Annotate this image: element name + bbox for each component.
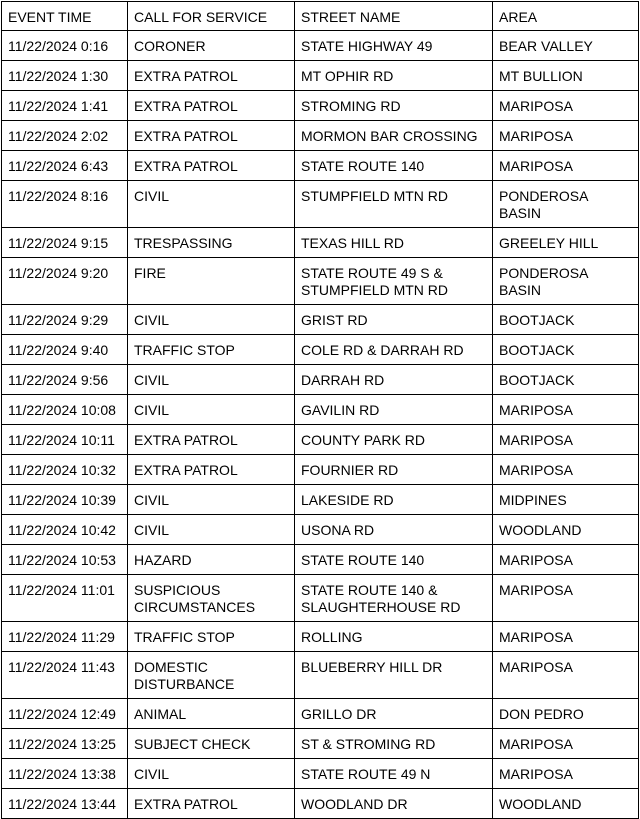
street-name-cell: BLUEBERRY HILL DR — [295, 652, 493, 699]
call-for-service-cell: CORONER — [128, 31, 295, 61]
header-row — [2, 2, 639, 31]
area-cell: MARIPOSA — [493, 575, 639, 622]
street-name-cell: USONA RD — [295, 515, 493, 545]
street-name-cell: STATE ROUTE 140 & SLAUGHTERHOUSE RD — [295, 575, 493, 622]
street-name-cell: DARRAH RD — [295, 365, 493, 395]
event-time-cell: 11/22/2024 9:15 — [2, 228, 128, 258]
call-for-service-cell: CIVIL — [128, 365, 295, 395]
call-for-service-cell: ANIMAL — [128, 699, 295, 729]
event-time-cell: 11/22/2024 13:38 — [2, 759, 128, 789]
street-name-cell: STATE ROUTE 49 N — [295, 759, 493, 789]
street-name-cell: TEXAS HILL RD — [295, 228, 493, 258]
call-for-service-cell: CIVIL — [128, 515, 295, 545]
call-for-service-cell: SUBJECT CHECK — [128, 729, 295, 759]
street-name-cell: ST & STROMING RD — [295, 729, 493, 759]
event-time-cell: 11/22/2024 11:01 — [2, 575, 128, 622]
call-for-service-cell: EXTRA PATROL — [128, 425, 295, 455]
table-row — [2, 228, 639, 258]
event-time-cell: 11/22/2024 10:42 — [2, 515, 128, 545]
call-for-service-cell: CIVIL — [128, 485, 295, 515]
street-name-cell: STATE HIGHWAY 49 — [295, 31, 493, 61]
call-for-service-cell: FIRE — [128, 258, 295, 305]
area-cell: MIDPINES — [493, 485, 639, 515]
event-time-cell: 11/22/2024 9:20 — [2, 258, 128, 305]
area-cell: MARIPOSA — [493, 151, 639, 181]
table-row — [2, 181, 639, 228]
street-name-cell: FOURNIER RD — [295, 455, 493, 485]
table-row — [2, 545, 639, 575]
event-time-cell: 11/22/2024 12:49 — [2, 699, 128, 729]
area-cell: MARIPOSA — [493, 425, 639, 455]
area-cell: MARIPOSA — [493, 91, 639, 121]
event-time-cell: 11/22/2024 8:16 — [2, 181, 128, 228]
street-name-cell: ROLLING — [295, 622, 493, 652]
area-cell: BEAR VALLEY — [493, 31, 639, 61]
event-time-cell: 11/22/2024 10:11 — [2, 425, 128, 455]
table-header — [2, 2, 639, 31]
call-for-service-cell: EXTRA PATROL — [128, 91, 295, 121]
table-row — [2, 515, 639, 545]
table-row — [2, 61, 639, 91]
call-for-service-cell: TRAFFIC STOP — [128, 335, 295, 365]
table-row — [2, 485, 639, 515]
area-cell: GREELEY HILL — [493, 228, 639, 258]
area-cell: BOOTJACK — [493, 305, 639, 335]
event-time-cell: 11/22/2024 10:32 — [2, 455, 128, 485]
table-row — [2, 31, 639, 61]
header-area: AREA — [493, 2, 639, 31]
area-cell: WOODLAND — [493, 789, 639, 819]
call-for-service-cell: HAZARD — [128, 545, 295, 575]
event-time-cell: 11/22/2024 10:08 — [2, 395, 128, 425]
header-event-time: EVENT TIME — [2, 2, 128, 31]
call-for-service-cell: CIVIL — [128, 759, 295, 789]
street-name-cell: COLE RD & DARRAH RD — [295, 335, 493, 365]
area-cell: MARIPOSA — [493, 121, 639, 151]
table-row — [2, 151, 639, 181]
event-time-cell: 11/22/2024 11:43 — [2, 652, 128, 699]
area-cell: DON PEDRO — [493, 699, 639, 729]
call-for-service-cell: DOMESTIC DISTURBANCE — [128, 652, 295, 699]
table-row — [2, 121, 639, 151]
street-name-cell: STUMPFIELD MTN RD — [295, 181, 493, 228]
event-time-cell: 11/22/2024 13:25 — [2, 729, 128, 759]
street-name-cell: GRILLO DR — [295, 699, 493, 729]
header-street-name: STREET NAME — [295, 2, 493, 31]
table-row — [2, 91, 639, 121]
area-cell: MARIPOSA — [493, 545, 639, 575]
area-cell: PONDEROSA BASIN — [493, 258, 639, 305]
event-time-cell: 11/22/2024 6:43 — [2, 151, 128, 181]
table-row — [2, 455, 639, 485]
event-time-cell: 11/22/2024 10:53 — [2, 545, 128, 575]
street-name-cell: STATE ROUTE 49 S & STUMPFIELD MTN RD — [295, 258, 493, 305]
street-name-cell: WOODLAND DR — [295, 789, 493, 819]
table-row — [2, 759, 639, 789]
call-for-service-cell: EXTRA PATROL — [128, 61, 295, 91]
event-time-cell: 11/22/2024 1:41 — [2, 91, 128, 121]
area-cell: MT BULLION — [493, 61, 639, 91]
street-name-cell: LAKESIDE RD — [295, 485, 493, 515]
table-body — [2, 31, 639, 819]
area-cell: MARIPOSA — [493, 729, 639, 759]
area-cell: MARIPOSA — [493, 395, 639, 425]
street-name-cell: STATE ROUTE 140 — [295, 545, 493, 575]
call-for-service-cell: EXTRA PATROL — [128, 455, 295, 485]
call-for-service-cell: EXTRA PATROL — [128, 151, 295, 181]
table-row — [2, 789, 639, 819]
area-cell: MARIPOSA — [493, 622, 639, 652]
street-name-cell: GAVILIN RD — [295, 395, 493, 425]
street-name-cell: MT OPHIR RD — [295, 61, 493, 91]
table-row — [2, 305, 639, 335]
event-time-cell: 11/22/2024 9:29 — [2, 305, 128, 335]
area-cell: BOOTJACK — [493, 365, 639, 395]
table-row — [2, 575, 639, 622]
call-log-table — [1, 1, 639, 819]
area-cell: BOOTJACK — [493, 335, 639, 365]
event-time-cell: 11/22/2024 1:30 — [2, 61, 128, 91]
table-row — [2, 622, 639, 652]
street-name-cell: COUNTY PARK RD — [295, 425, 493, 455]
street-name-cell: STATE ROUTE 140 — [295, 151, 493, 181]
table-row — [2, 729, 639, 759]
call-for-service-cell: SUSPICIOUS CIRCUMSTANCES — [128, 575, 295, 622]
header-call-for-service: CALL FOR SERVICE — [128, 2, 295, 31]
street-name-cell: STROMING RD — [295, 91, 493, 121]
call-for-service-cell: CIVIL — [128, 181, 295, 228]
call-for-service-cell: TRAFFIC STOP — [128, 622, 295, 652]
call-for-service-cell: TRESPASSING — [128, 228, 295, 258]
event-time-cell: 11/22/2024 11:29 — [2, 622, 128, 652]
table-row — [2, 335, 639, 365]
event-time-cell: 11/22/2024 9:40 — [2, 335, 128, 365]
street-name-cell: GRIST RD — [295, 305, 493, 335]
table-row — [2, 652, 639, 699]
area-cell: WOODLAND — [493, 515, 639, 545]
street-name-cell: MORMON BAR CROSSING — [295, 121, 493, 151]
call-for-service-cell: EXTRA PATROL — [128, 121, 295, 151]
table-row — [2, 425, 639, 455]
call-for-service-cell: EXTRA PATROL — [128, 789, 295, 819]
call-for-service-cell: CIVIL — [128, 395, 295, 425]
call-for-service-cell: CIVIL — [128, 305, 295, 335]
event-time-cell: 11/22/2024 0:16 — [2, 31, 128, 61]
event-time-cell: 11/22/2024 2:02 — [2, 121, 128, 151]
table-row — [2, 258, 639, 305]
table-row — [2, 395, 639, 425]
area-cell: PONDEROSA BASIN — [493, 181, 639, 228]
event-time-cell: 11/22/2024 9:56 — [2, 365, 128, 395]
area-cell: MARIPOSA — [493, 759, 639, 789]
area-cell: MARIPOSA — [493, 455, 639, 485]
event-time-cell: 11/22/2024 13:44 — [2, 789, 128, 819]
table-row — [2, 699, 639, 729]
area-cell: MARIPOSA — [493, 652, 639, 699]
event-time-cell: 11/22/2024 10:39 — [2, 485, 128, 515]
table-row — [2, 365, 639, 395]
